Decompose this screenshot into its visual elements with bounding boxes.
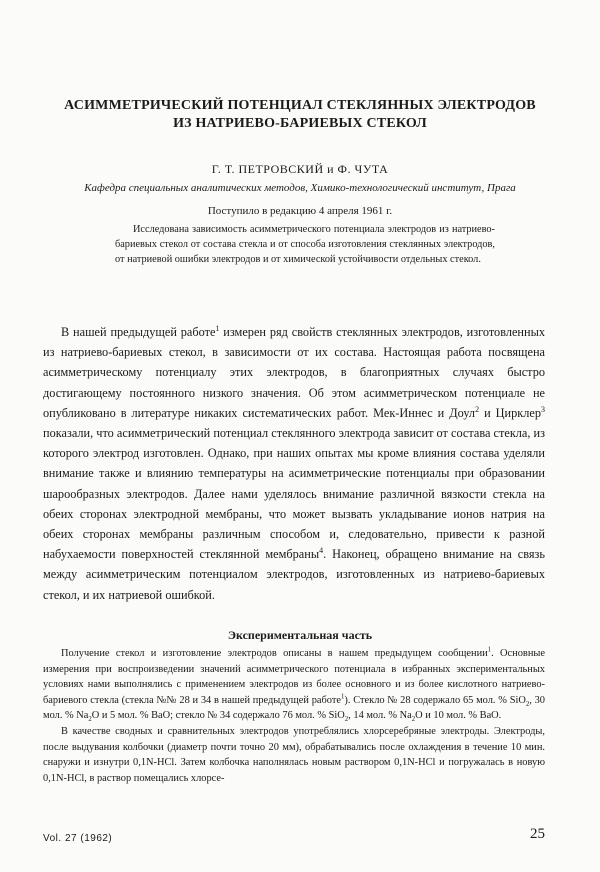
intro-paragraph bbox=[43, 322, 545, 605]
title-line-2: ИЗ НАТРИЕВО-БАРИЕВЫХ СТЕКОЛ bbox=[173, 116, 427, 131]
affiliation: Кафедра специальных аналитических методов, Химико-технологический институт, Прага bbox=[84, 182, 516, 194]
experimental-paragraph-2: В качестве сводных и сравнительных электродов употреблялись хлорсеребряные электроды. Электроды, после выдувания колбочки (диаметр почти точно 20 мм), обрабатывались после охлаждения в течение 10 мин. снаружи и изнутри 0,1N-HCl. Затем колбочка наполнялась новым раствором 0,1N-HCl и погружалась в новую 0,1N-HCl, в раствор помещались хлорсе- bbox=[43, 725, 545, 784]
authors: Г. Т. ПЕТРОВСКИЙ и Ф. ЧУТА bbox=[211, 162, 389, 176]
subscript: 2 bbox=[88, 716, 92, 724]
paper-title bbox=[24, 97, 576, 133]
exp-text: , 30 мол. % Na bbox=[43, 694, 545, 722]
section-heading: Экспериментальная часть bbox=[227, 628, 373, 642]
page-number: 25 bbox=[530, 826, 545, 842]
exp-text: O и 10 мол. % BaO. bbox=[415, 710, 502, 722]
exp-text: O и 5 мол. % BaO; стекло № 34 содержало 76 мол. % SiO bbox=[91, 710, 345, 722]
ref-mark: 2 bbox=[475, 404, 480, 414]
intro-text: измерен ряд свойств стеклянных электродов, изготовленных из натриево-бариевых стекол, в зависимости от их состава. Настоящая работа посвящена асимметрическому потенциалу этих электродов, в благоприятных случаях быстро достигающему постоянного низкого значения. Об этом асимметрическом потенциале не опубликовано в литературе никаких систематических работ. Мек-Иннес и Доул bbox=[43, 325, 546, 420]
volume-info: Vol. 27 (1962) bbox=[43, 833, 113, 844]
intro-text: и Цирклер bbox=[479, 405, 541, 420]
experimental-paragraph-1 bbox=[43, 646, 545, 724]
exp-text: ). Стекло № 28 содержало 65 мол. % SiO bbox=[344, 694, 526, 706]
exp-text: , 14 мол. % Na bbox=[348, 710, 412, 722]
exp-text: . Основные измерения при воспроизведении значений асимметрического потенциала в избранных экспериментальных условиях нами выполнялись с применением электродов из более основного и из более кислотного натриево-бариевого стекла (стекла №№ 28 и 34 в нашей предыдущей работе bbox=[43, 648, 545, 706]
subscript: 2 bbox=[411, 716, 416, 724]
received-date: Поступило в редакцию 4 апреля 1961 г. bbox=[207, 205, 393, 217]
intro-text: В нашей предыдущей работе bbox=[61, 325, 216, 339]
exp-text: Получение стекол и изготовление электродов описаны в нашем предыдущем сообщении bbox=[61, 648, 488, 659]
ref-mark: 3 bbox=[541, 404, 545, 414]
abstract: Исследована зависимость асимметрического потенциала электродов из натриево-бариевых стекол от состава стекла и от способа изготовления стеклянных электродов, от натриевой ошибки электродов и от химической устойчивости отдельных стекол. bbox=[115, 224, 495, 265]
ref-mark: 1 bbox=[487, 646, 492, 654]
intro-text: показали, что асимметрический потенциал стеклянного электрода зависит от состава стекла, из которого электрод изготовлен. Однако, при наших опытах мы кроме влияния состава уделяли внимание также и влиянию температуры на асимметрические потенциалы при образовании шарообразных электродов. Далее нами уделялось внимание различной вязкости стекла на обеих сторонах электродной мембраны, что может вызвать укладывание ионов натрия на обеих сторонах мембраны различным способом и, следовательно, привести к разной набухаемости поверхностей стеклянной мембраны bbox=[43, 426, 545, 562]
ref-mark: 1 bbox=[341, 693, 345, 701]
subscript: 2 bbox=[344, 716, 349, 724]
subscript: 2 bbox=[525, 700, 530, 708]
ref-mark: 4 bbox=[319, 546, 324, 556]
experimental-text bbox=[43, 646, 545, 786]
ref-mark: 1 bbox=[215, 323, 220, 333]
intro-text: . Наконец, обращено внимание на связь между асимметрическим потенциалом электродов, изготовленных из натриево-бариевых стекол, и их натриевой ошибкой. bbox=[43, 547, 545, 602]
title-line-1: АСИММЕТРИЧЕСКИЙ ПОТЕНЦИАЛ СТЕКЛЯННЫХ ЭЛЕКТРОДОВ bbox=[64, 98, 536, 113]
